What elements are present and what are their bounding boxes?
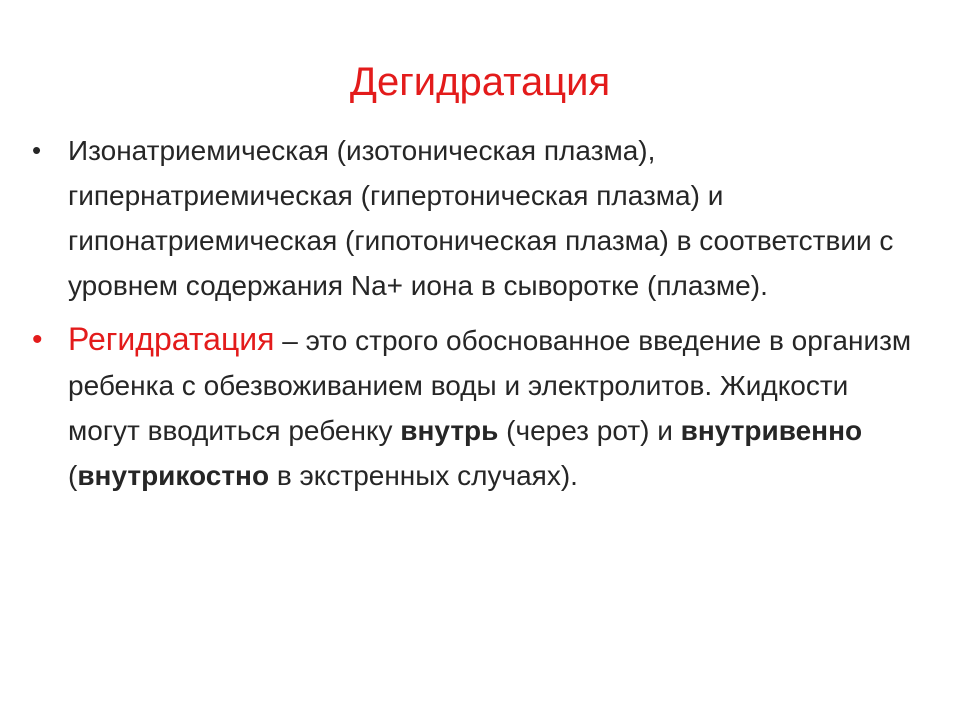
definition-text: – это строго обоснованное введение в организм ребенка с обезвоживанием воды и электролитов. Жидкости могут вводиться ребенку [68,325,912,446]
definition-text: ( [68,460,78,491]
definition-text: (через рот) и [498,415,681,446]
bullet-item-rehydration [32,317,912,498]
slide-title: Дегидратация [349,60,611,104]
definition-text: в экстренных случаях). [269,460,578,491]
bullet-list [32,128,912,498]
bullet-icon: • [32,323,43,356]
route-intraosseous: внутрикостно [77,460,270,491]
route-intravenous: внутривенно [680,415,863,446]
bullet-text: Изонатриемическая (изотоническая плазма), гипернатриемическая (гипертоническая плазма) и гипонатриемическая (гипотоническая плазма) в соответствии с уровнем содержания Na+ иона в сыворотке (плазме). [68,135,894,301]
bullet-item-dehydration-types [32,128,912,308]
bullet-icon: • [32,135,42,165]
route-oral: внутрь [400,415,499,446]
term-rehydration: Регидратация [68,321,275,357]
